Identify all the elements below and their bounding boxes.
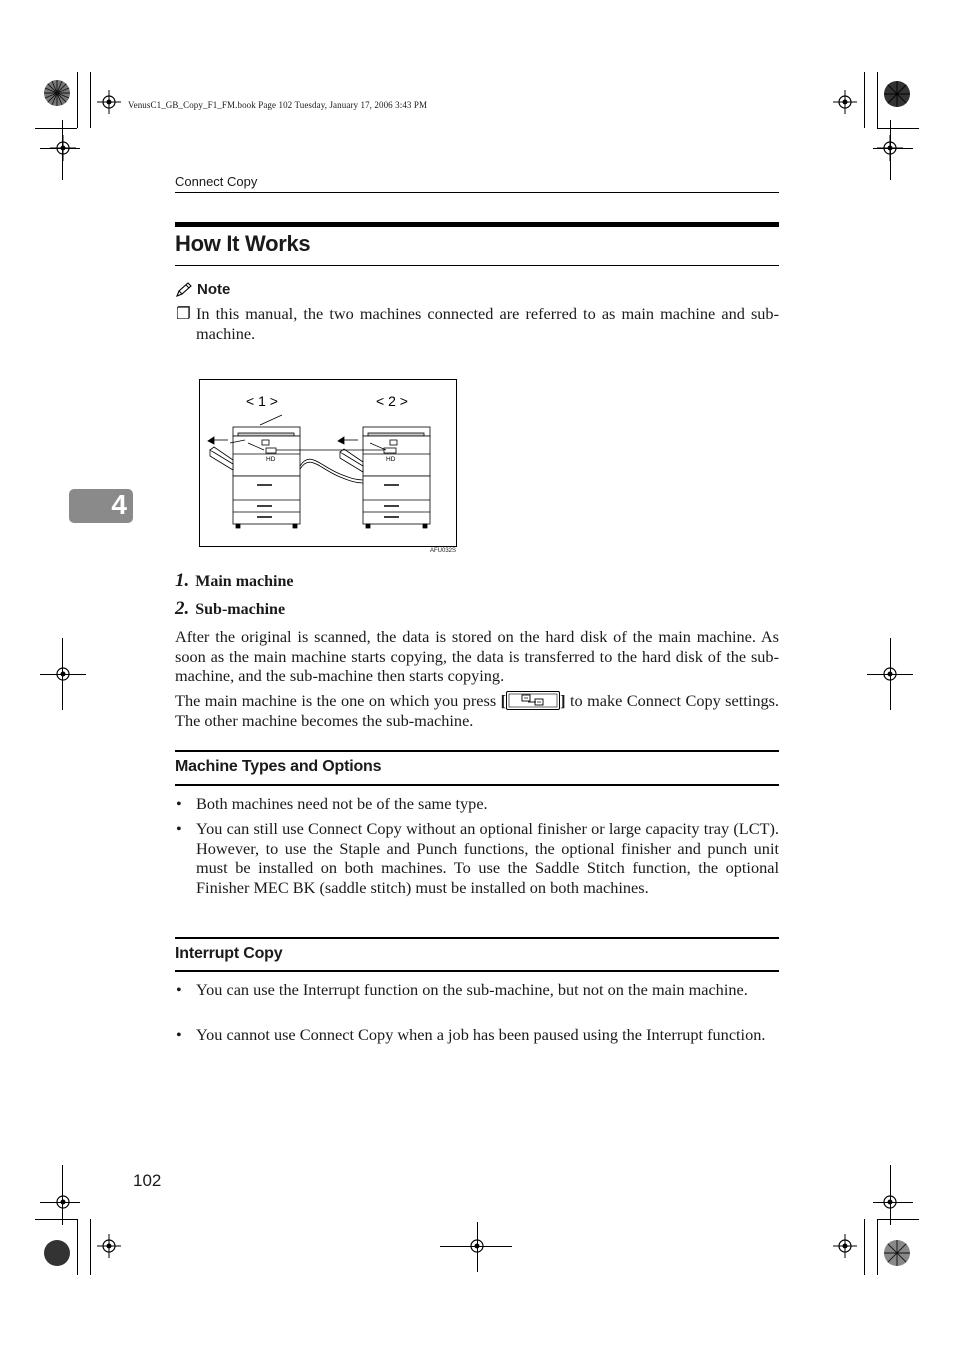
checkbox-icon: ❐ [176, 304, 191, 323]
registration-target-icon [833, 1234, 857, 1258]
body-paragraph: After the original is scanned, the data is stored on the hard disk of the main machine. As soon as the main machine starts copying, the data is transferred to the hard disk of the sub-machine, and the sub-machine then starts copying. [175, 627, 779, 685]
bullet-glyph: • [176, 819, 182, 838]
step-label: Main machine [195, 573, 294, 590]
two-copiers-connected-illustration [200, 380, 456, 546]
color-registration-wheel-icon [43, 1239, 71, 1267]
subsection-top-rule [175, 750, 779, 752]
note-item [175, 304, 779, 343]
step-number: 2. [175, 598, 190, 619]
subsection-title: Machine Types and Options [175, 758, 382, 775]
figure-code: AFU032S [430, 548, 457, 554]
figure-label-2: < 2 > [376, 393, 408, 409]
note-text: In this manual, the two machines connected are referred to as main machine and sub-machine. [196, 304, 779, 343]
figure-label-1: < 1 > [246, 393, 278, 409]
bullet-glyph: • [176, 1025, 182, 1044]
pencil-icon [175, 282, 193, 298]
registration-target-icon [833, 90, 857, 114]
page-title: How It Works [175, 231, 311, 256]
hd-label-1: HD [266, 456, 276, 463]
list-item [175, 794, 779, 814]
list-item [175, 980, 779, 1000]
color-registration-wheel-icon [883, 1239, 911, 1267]
note-heading [175, 281, 230, 298]
page-number: 102 [133, 1171, 162, 1190]
step-item [175, 598, 285, 620]
subsection-bottom-rule [175, 970, 779, 972]
chapter-tab [69, 489, 133, 523]
running-head: Connect Copy [175, 174, 258, 189]
list-item-text: You can still use Connect Copy without an optional finisher or large capacity tray (LCT). However, to use the Staple and Punch functions, the optional finisher and punch unit must be installed on both machines. To use the Saddle Stitch function, the optional Finisher MEC BK (saddle stitch) must be installed on both machines. [196, 819, 779, 897]
subsection-bottom-rule [175, 784, 779, 786]
step-number: 1. [175, 570, 190, 591]
section-top-rule [175, 222, 779, 227]
connect-copy-figure [199, 379, 457, 547]
bullet-glyph: • [176, 980, 182, 999]
body-paragraph-key [175, 691, 779, 730]
print-job-meta: VenusC1_GB_Copy_F1_FM.book Page 102 Tuesday, January 17, 2006 3:43 PM [128, 100, 428, 110]
connect-copy-key-icon [506, 691, 560, 710]
para-text-after: to make Connect Copy settings. The other machine becomes the sub-machine. [175, 691, 780, 730]
list-item [175, 819, 779, 897]
note-label: Note [197, 281, 231, 298]
section-bottom-rule [175, 265, 779, 266]
registration-target-icon [97, 1234, 121, 1258]
step-item [175, 570, 293, 592]
subsection-top-rule [175, 937, 779, 939]
step-label: Sub-machine [195, 601, 286, 618]
list-item-text: You can use the Interrupt function on the sub-machine, but not on the main machine. [196, 980, 748, 999]
main-machine-drawing [208, 415, 300, 528]
subsection-title: Interrupt Copy [175, 945, 283, 962]
para-text-before: The main machine is the one on which you press [175, 691, 497, 710]
list-item-text: Both machines need not be of the same type. [196, 794, 488, 813]
key-close-bracket: ] [560, 691, 566, 710]
list-item [175, 1025, 779, 1045]
list-item-text: You cannot use Connect Copy when a job has been paused using the Interrupt function. [196, 1025, 766, 1044]
chapter-number: 4 [111, 489, 127, 520]
registration-target-icon [97, 90, 121, 114]
key-open-bracket: [ [500, 691, 507, 710]
header-rule [175, 192, 779, 193]
sub-machine-drawing [338, 427, 430, 528]
color-registration-wheel-icon [883, 80, 911, 108]
color-registration-wheel-icon [43, 79, 71, 107]
hd-label-2: HD [386, 456, 396, 463]
bullet-glyph: • [176, 794, 182, 813]
